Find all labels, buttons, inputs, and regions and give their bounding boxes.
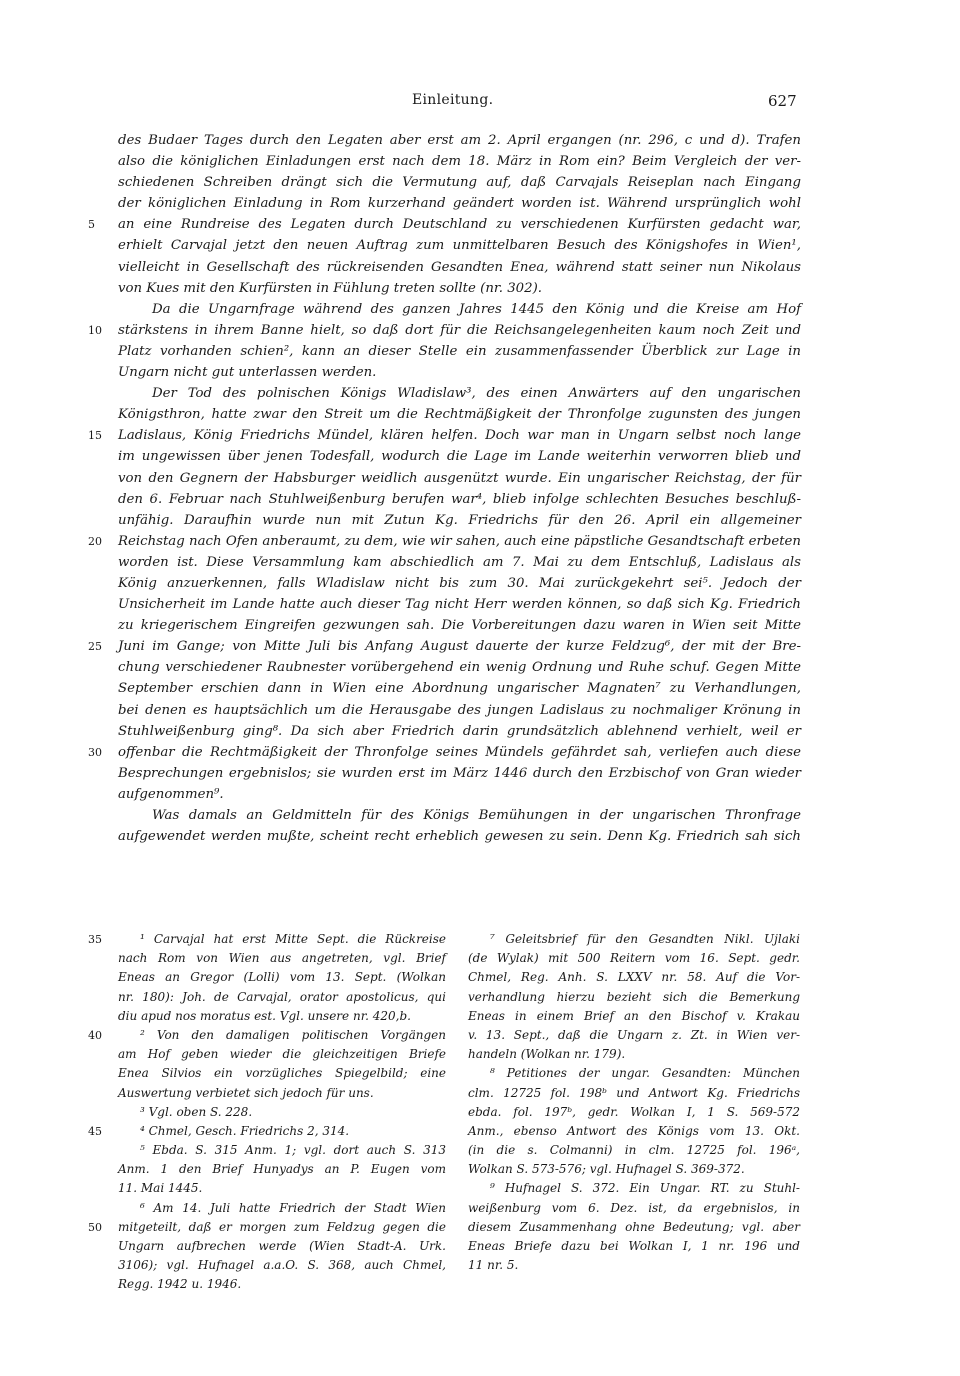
line-text: handeln (Wolkan nr. 179). <box>468 1047 626 1062</box>
line-text: aufgewendet werden mußte, scheint recht erheblich gewesen zu sein. Denn Kg. Friedrich sah sich <box>118 829 801 845</box>
body-line <box>118 678 801 699</box>
line-text: im ungewissen über jenen Todesfall, wodurch die Lage im Lande weiterhin verworren blieb und <box>118 449 801 465</box>
footnote-line <box>118 1275 446 1294</box>
line-text: ⁸ Petitiones der ungar. Gesandten: München <box>490 1066 800 1081</box>
footnote-line <box>468 1007 800 1026</box>
line-text: ⁵ Ebda. S. 315 Anm. 1; vgl. dort auch S. 313 <box>140 1143 446 1158</box>
footnote-line <box>118 1237 446 1256</box>
line-text: also die königlichen Einladungen erst nach dem 18. März in Rom ein? Beim Vergleich der ver- <box>118 154 801 170</box>
line-text: Anm. 1 den Brief Hunyadys an P. Eugen vom <box>118 1162 446 1177</box>
footnotes-left-column <box>88 930 446 1295</box>
line-text: ¹ Carvajal hat erst Mitte Sept. die Rückreise <box>140 932 446 946</box>
body-line <box>118 510 801 531</box>
line-text: ebda. fol. 197ᵇ, gedr. Wolkan I, 1 S. 569-572 <box>468 1104 800 1119</box>
line-text: Der Tod des polnischen Königs Wladislaw³, des einen Anwärters auf den ungarischen <box>152 386 801 402</box>
line-number: 15 <box>88 429 102 443</box>
body-line <box>88 531 801 552</box>
line-text: Stuhlweißenburg ging⁸. Da sich aber Friedrich darin grundsätzlich ablehnend verhielt, weil er <box>118 723 801 739</box>
line-text: Regg. 1942 u. 1946. <box>118 1277 242 1292</box>
footnote-line <box>118 1103 446 1122</box>
footnotes-right-column <box>468 930 800 1275</box>
body-line <box>88 636 801 657</box>
line-text: 3106); vgl. Hufnagel a.a.O. S. 368, auch Chmel, <box>118 1258 446 1273</box>
line-text: Eneas in einem Brief an den Bischof v. Krakau <box>468 1008 800 1023</box>
line-text: am Hof geben wieder die gleichzeitigen Briefe <box>118 1047 446 1062</box>
line-text: schiedenen Schreiben drängt sich die Vermutung auf, daß Carvajals Reiseplan nach Eingang <box>118 175 801 191</box>
line-text: an eine Rundreise des Legaten durch Deutschland zu verschiedenen Kurfürsten gedacht war, <box>118 217 801 233</box>
footnote-line <box>468 1122 800 1141</box>
line-text: Enea Silvios ein vorzügliches Spiegelbild; eine <box>118 1066 446 1081</box>
line-text: worden ist. Diese Versammlung kam abschiedlich am 7. Mai zu dem Entschluß, Ladislaus als <box>118 554 801 570</box>
footnote-line <box>468 949 800 968</box>
line-text: weißenburg vom 6. Dez. ist, da ergebnislos, in <box>468 1200 800 1215</box>
footnote-line <box>468 1218 800 1237</box>
line-text: mitgeteilt, daß er morgen zum Feldzug gegen die <box>118 1219 446 1234</box>
body-line <box>118 805 801 826</box>
line-text: Anm., ebenso Antwort des Königs vom 13. Okt. <box>468 1123 800 1138</box>
footnote-line <box>468 1045 800 1064</box>
line-text: Eneas Briefe dazu bei Wolkan I, 1 nr. 196 und <box>468 1239 800 1253</box>
line-text: von den Gegnern der Habsburger weidlich ausgenützt wurde. Ein ungarischer Reichstag, der für <box>118 470 801 486</box>
footnote-line <box>468 988 800 1007</box>
body-line <box>118 299 801 320</box>
footnote-line <box>118 1064 446 1083</box>
line-number: 40 <box>88 1028 102 1042</box>
line-text: Wolkan S. 573-576; vgl. Hufnagel S. 369-372. <box>468 1162 745 1177</box>
body-line <box>118 763 801 784</box>
line-text: chung verschiedener Raubnester vorübergehend ein wenig Ordnung und Ruhe schuf. Gegen Mitte <box>118 660 801 676</box>
line-number: 5 <box>88 218 95 232</box>
line-text: 11. Mai 1445. <box>118 1181 203 1196</box>
body-line <box>118 257 801 278</box>
line-text: offenbar die Rechtmäßigkeit der Thronfolge seines Mündels gefährdet sah, verliefen auch diese <box>118 744 801 760</box>
line-text: diesem Zusammenhang ohne Bedeutung; vgl. aber <box>468 1219 800 1234</box>
line-text: 11 nr. 5. <box>468 1258 519 1273</box>
line-text: ⁹ Hufnagel S. 372. Ein Ungar. RT. zu Stuhl- <box>490 1181 800 1196</box>
line-text: Ungarn aufbrechen werde (Wien Stadt-A. Urk. <box>118 1239 446 1253</box>
line-text: bei denen es hauptsächlich um die Herausgabe des jungen Ladislaus zu nochmaliger Krönung in <box>118 702 801 718</box>
footnote-line <box>468 1103 800 1122</box>
line-number: 30 <box>88 745 102 759</box>
line-text: Juni im Gange; von Mitte Juli bis Anfang August dauerte der kurze Feldzug⁶, der mit der Bre- <box>118 639 801 655</box>
footnote-line <box>88 1122 446 1141</box>
footnote-line <box>118 1084 446 1103</box>
line-text: Ladislaus, König Friedrichs Mündel, klären helfen. Doch war man in Ungarn selbst noch lange <box>118 428 801 444</box>
footnote-line <box>88 1026 446 1045</box>
line-text: aufgenommen⁹. <box>118 786 224 802</box>
line-text: König anzuerkennen, falls Wladislaw nicht bis zum 30. Mai zurückgekehrt sei⁵. Jedoch der <box>118 575 801 591</box>
line-text: Chmel, Reg. Anh. S. LXXV nr. 58. Auf die Vor- <box>468 970 800 985</box>
line-number: 45 <box>88 1124 102 1138</box>
line-text: von Kues mit den Kurfürsten in Fühlung treten sollte (nr. 302). <box>118 280 543 296</box>
body-line <box>118 657 801 678</box>
footnote-line <box>468 1141 800 1160</box>
line-text: erhielt Carvajal jetzt den neuen Auftrag zum unmittelbaren Besuch des Königshofes in Wien¹, <box>118 238 801 254</box>
body-line <box>118 615 801 636</box>
line-text: nr. 180): Joh. de Carvajal, orator apostolicus, qui <box>118 989 446 1004</box>
body-line <box>118 468 801 489</box>
footnote-line <box>468 1026 800 1045</box>
line-text: Ungarn nicht gut unterlassen werden. <box>118 365 377 381</box>
line-text: stärkstens in ihrem Banne hielt, so daß dort für die Reichsangelegenheiten kaum noch Zeit und <box>118 322 801 338</box>
line-number: 25 <box>88 640 102 654</box>
footnote-line <box>118 1007 446 1026</box>
footnote-line <box>118 1160 446 1179</box>
line-text: Eneas an Gregor (Lolli) vom 13. Sept. (Wolkan <box>118 970 446 985</box>
line-text: Da die Ungarnfrage während des ganzen Jahres 1445 den König und die Kreise am Hof <box>152 301 801 317</box>
body-line <box>118 446 801 467</box>
line-text: der königlichen Einladung in Rom kurzerhand geändert worden ist. Während ursprünglich wohl <box>118 196 801 212</box>
footnote-line <box>468 1199 800 1218</box>
footnote-line <box>118 1179 446 1198</box>
body-line <box>88 320 801 341</box>
footnote-line <box>118 1199 446 1218</box>
footnote-line <box>118 1256 446 1275</box>
line-text: Besprechungen ergebnislos; sie wurden erst im März 1446 durch den Erzbischof von Gran wieder <box>118 765 801 781</box>
footnote-line <box>468 1256 800 1275</box>
line-text: zu kriegerischem Eingreifen gezwungen sah. Die Vorbereitungen dazu waren in Wien seit Mitte <box>118 618 801 634</box>
line-number: 20 <box>88 534 102 548</box>
footnote-line <box>88 930 446 949</box>
line-text: September erschien dann in Wien eine Abordnung ungarischer Magnaten⁷ zu Verhandlungen, <box>118 681 801 697</box>
footnote-line <box>468 1160 800 1179</box>
footnote-line <box>468 930 800 949</box>
body-line <box>118 826 801 847</box>
line-text: vielleicht in Gesellschaft des rückreisenden Gesandten Enea, während statt seiner nun Nikolaus <box>118 259 801 275</box>
body-line <box>118 404 801 425</box>
line-text: diu apud nos moratus est. Vgl. unsere nr. 420,b. <box>118 1008 411 1023</box>
footnote-line <box>118 1141 446 1160</box>
line-text: unfähig. Daraufhin wurde nun mit Zutun Kg. Friedrichs für den 26. April ein allgemeiner <box>118 512 801 528</box>
body-line <box>88 742 801 763</box>
body-line <box>118 383 801 404</box>
line-number: 35 <box>88 933 102 946</box>
body-line <box>88 425 801 446</box>
line-text: ⁴ Chmel, Gesch. Friedrichs 2, 314. <box>140 1123 350 1138</box>
footnote-line <box>468 968 800 987</box>
line-text: ³ Vgl. oben S. 228. <box>140 1104 253 1119</box>
footnote-line <box>88 1218 446 1237</box>
body-line <box>118 594 801 615</box>
body-line <box>118 151 801 172</box>
body-line <box>118 193 801 214</box>
running-title: Einleitung. <box>412 92 494 108</box>
footnote-line <box>468 1237 800 1256</box>
line-text: des Budaer Tages durch den Legaten aber erst am 2. April ergangen (nr. 296, c und d). Trafen <box>118 133 801 148</box>
line-text: Auswertung verbietet sich jedoch für uns. <box>118 1085 374 1100</box>
body-line <box>118 235 801 256</box>
footnote-line <box>118 949 446 968</box>
footnote-line <box>468 1179 800 1198</box>
footnote-line <box>118 968 446 987</box>
body-line <box>88 214 801 235</box>
line-text: nach Rom von Wien aus angetreten, vgl. Brief <box>118 951 446 966</box>
body-line <box>118 784 801 805</box>
line-text: ² Von den damaligen politischen Vorgängen <box>140 1027 446 1042</box>
line-text: den 6. Februar nach Stuhlweißenburg berufen war⁴, blieb infolge schlechten Besuches beschluß- <box>118 491 801 507</box>
line-text: clm. 12725 fol. 198ᵇ und Antwort Kg. Friedrichs <box>468 1085 800 1100</box>
footnote-line <box>118 988 446 1007</box>
body-line <box>118 278 801 299</box>
line-text: (in die s. Colmanni) in clm. 12725 fol. 196ᵃ, <box>468 1143 800 1158</box>
footnote-line <box>118 1045 446 1064</box>
line-text: Unsicherheit im Lande hatte auch dieser Tag nicht Herr werden können, so daß sich Kg. Friedrich <box>118 597 801 613</box>
body-line <box>118 721 801 742</box>
line-number: 50 <box>88 1220 102 1234</box>
body-line <box>118 341 801 362</box>
line-text: Reichstag nach Ofen anberaumt, zu dem, wie wir sahen, auch eine päpstliche Gesandtschaft erbeten <box>118 533 801 549</box>
body-line <box>118 573 801 594</box>
footnote-line <box>468 1084 800 1103</box>
body-line <box>118 172 801 193</box>
line-text: ⁶ Am 14. Juli hatte Friedrich der Stadt Wien <box>140 1200 446 1215</box>
footnote-line <box>468 1064 800 1083</box>
line-text: Königsthron, hatte zwar den Streit um die Rechtmäßigkeit der Thronfolge zugunsten des jungen <box>118 407 801 423</box>
body-line <box>118 489 801 510</box>
line-text: Was damals an Geldmitteln für des Königs Bemühungen in der ungarischen Thronfrage <box>152 808 801 823</box>
body-line <box>118 362 801 383</box>
page-number: 627 <box>768 92 797 110</box>
body-line <box>118 130 801 151</box>
line-text: (de Wylak) mit 500 Reitern vom 16. Sept. gedr. <box>468 951 800 966</box>
line-text: verhandlung hierzu bezieht sich die Bemerkung <box>468 989 800 1004</box>
line-number: 10 <box>88 323 102 337</box>
body-text <box>88 130 801 847</box>
body-line <box>118 700 801 721</box>
line-text: ⁷ Geleitsbrief für den Gesandten Nikl. Ujlaki <box>490 932 800 946</box>
line-text: v. 13. Sept., daß die Ungarn z. Zt. in Wien ver- <box>468 1027 800 1042</box>
line-text: Platz vorhanden schien², kann an dieser Stelle ein zusammenfassender Überblick zur Lage in <box>118 343 801 359</box>
body-line <box>118 552 801 573</box>
